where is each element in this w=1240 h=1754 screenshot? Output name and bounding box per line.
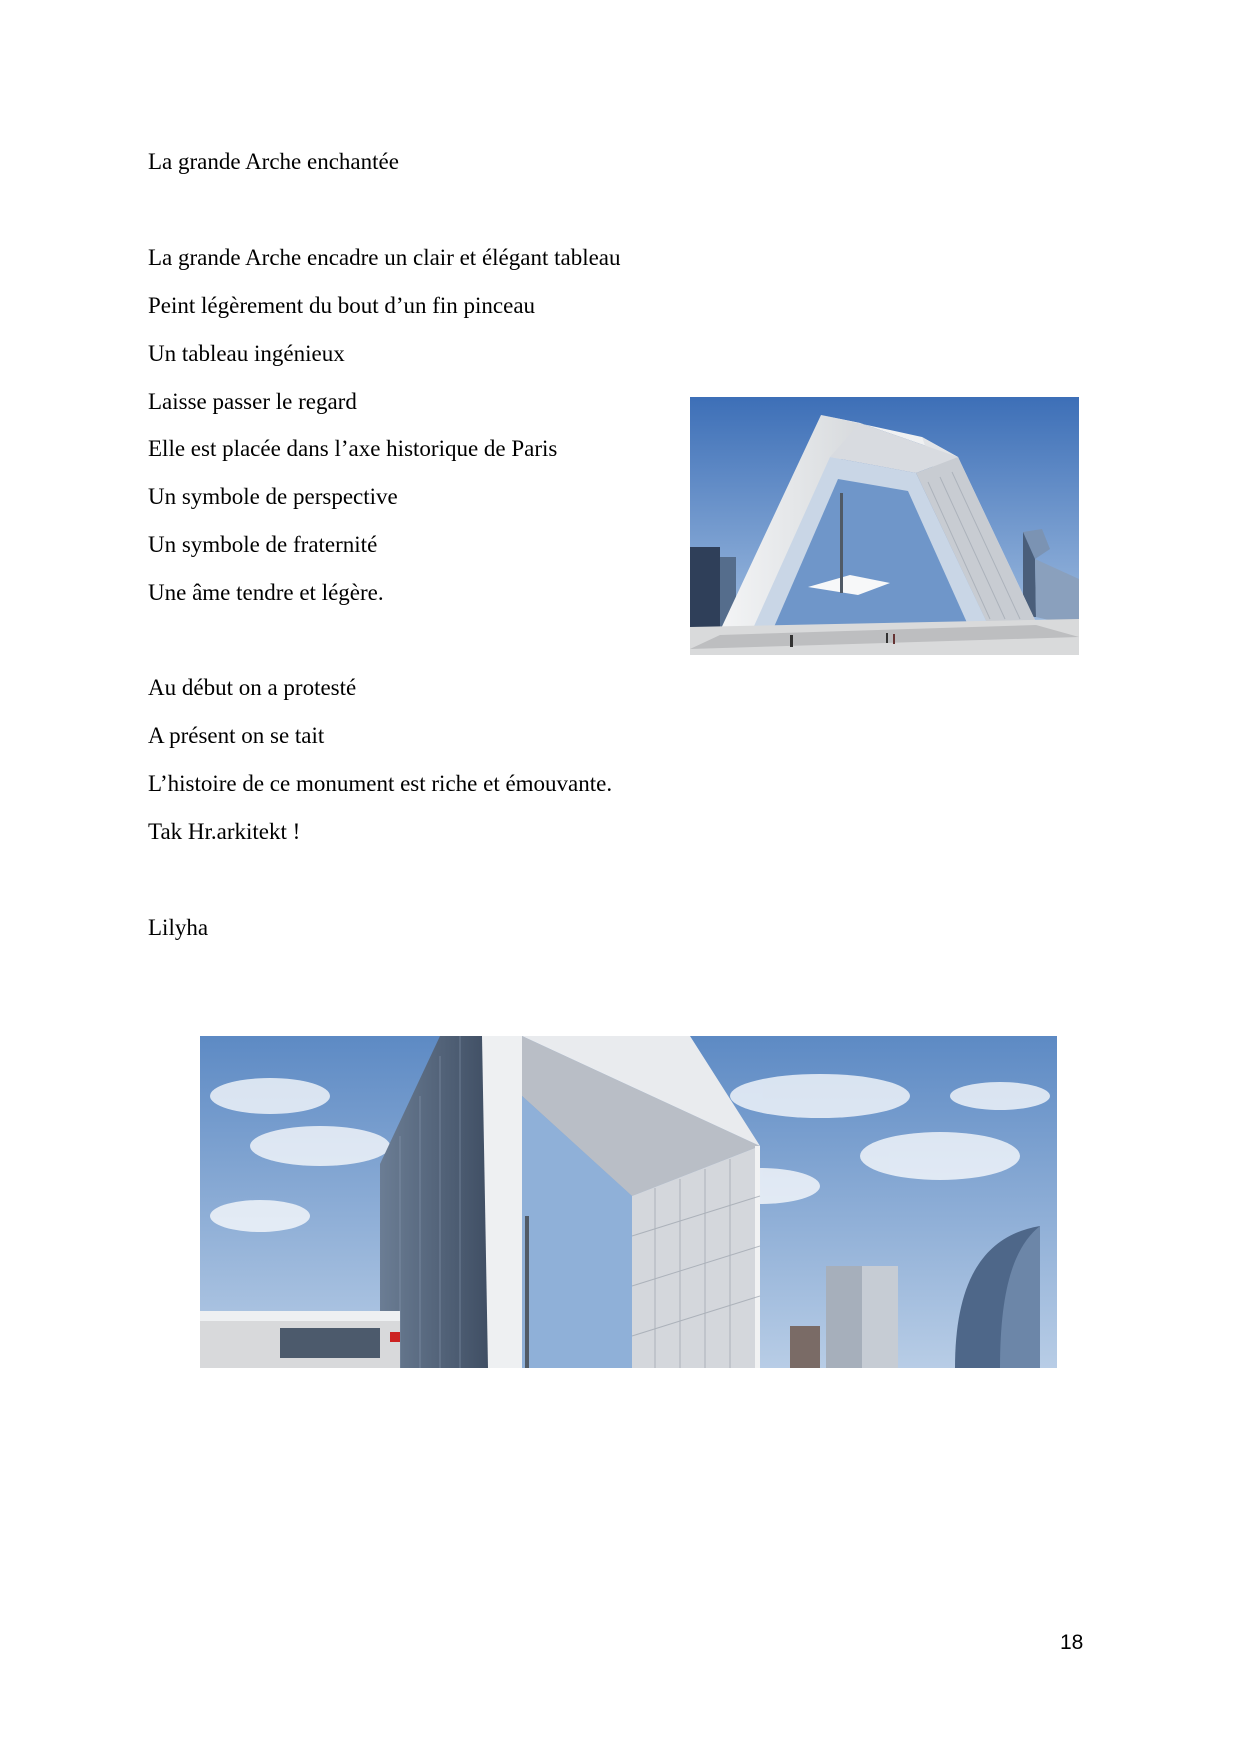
poem-line: Peint légèrement du bout d’un fin pinceau: [148, 293, 536, 318]
poem-line: Elle est placée dans l’axe historique de Paris: [148, 436, 558, 461]
grande-arche-illustration: [690, 397, 1079, 655]
poem-author: Lilyha: [148, 915, 209, 940]
poem-line: L’histoire de ce monument est riche et émouvante.: [148, 771, 613, 796]
poem-line: La grande Arche encadre un clair et élégant tableau: [148, 245, 621, 270]
poem-line: Une âme tendre et légère.: [148, 580, 384, 605]
poem-line: A présent on se tait: [148, 723, 325, 748]
la-defense-illustration: [200, 1036, 1057, 1368]
page-number: 18: [1060, 1631, 1084, 1654]
poem-line: Laisse passer le regard: [148, 389, 357, 414]
poem-line: Un symbole de fraternité: [148, 532, 378, 557]
grande-arche-photo: [690, 397, 1079, 655]
poem-line: Un tableau ingénieux: [148, 341, 345, 366]
la-defense-photo: [200, 1036, 1057, 1368]
poem-line: Tak Hr.arkitekt !: [148, 819, 301, 844]
poem-line: Un symbole de perspective: [148, 484, 398, 509]
poem-title: La grande Arche enchantée: [148, 149, 399, 174]
poem-line: Au début on a protesté: [148, 675, 357, 700]
